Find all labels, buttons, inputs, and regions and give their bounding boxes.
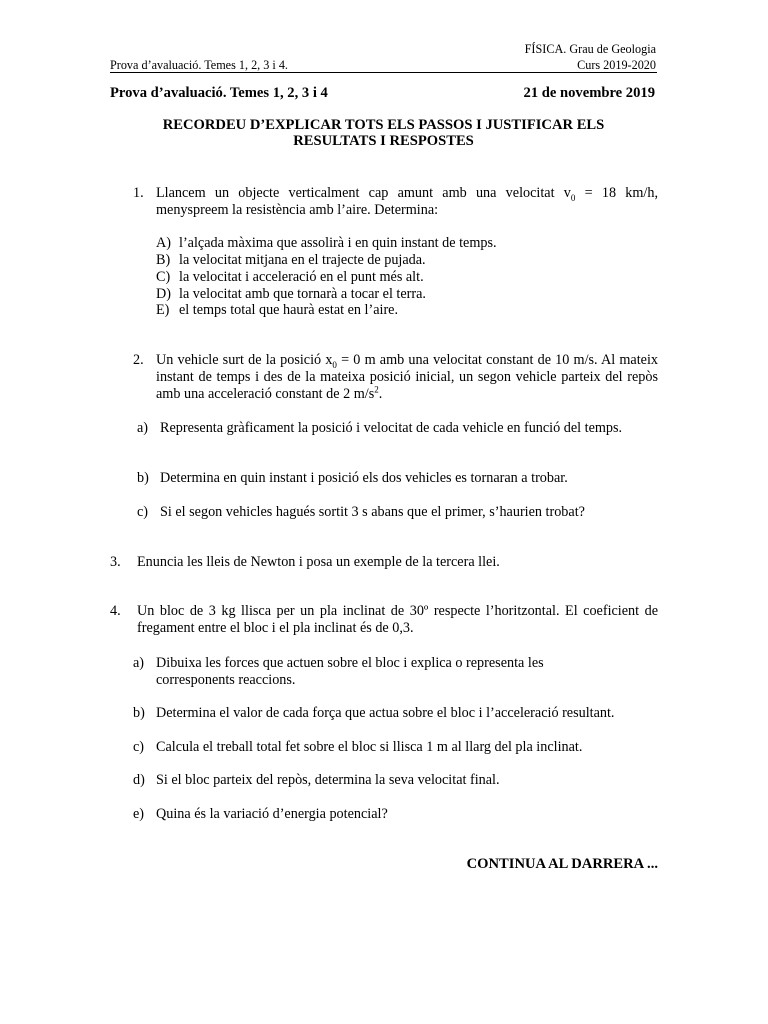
- q2-number: 2.: [133, 352, 144, 368]
- q4-item-label: a): [133, 655, 145, 671]
- q4-number: 4.: [110, 603, 121, 619]
- q1-item-text: el temps total que haurà estat en l’aire.: [179, 302, 399, 318]
- q1-item-text: la velocitat amb que tornarà a tocar el terra.: [179, 286, 426, 302]
- q4-item-label: e): [133, 806, 145, 822]
- q4-statement: Un bloc de 3 kg llisca per un pla inclinat de 30º respecte l’horitzontal. El coeficient de fregament entre el bloc i el pla inclinat és de 0,3.: [137, 603, 658, 636]
- q1-statement: Llancem un objecte verticalment cap amunt amb una velocitat $v_0 = 18$ km/h, menyspreem la resistència amb l’aire. Determina:: [156, 185, 659, 218]
- q4-item-text: Calcula el treball total fet sobre el bloc si llisca 1 m al llarg del pla inclinat.: [156, 739, 583, 755]
- q2-statement: Un vehicle surt de la posició $x_0 = 0$ m amb una velocitat constant de 10 m/s. Al mateix instant de temps i des de la mateixa posició inicial, un segon vehicle parteix del repòs amb una acceleració constant de 2 $m/s^2$.: [156, 352, 658, 402]
- instruction-line-1: RECORDEU D’EXPLICAR TOTS ELS PASSOS I JUSTIFICAR ELS: [162, 117, 605, 133]
- course-name: FÍSICA. Grau de Geologia: [524, 42, 656, 56]
- instruction-line-2: RESULTATS I RESPOSTES: [293, 133, 474, 149]
- q2-item-label: b): [137, 470, 149, 486]
- q1-item-label: B): [156, 252, 171, 268]
- exam-title: Prova d’avaluació. Temes 1, 2, 3 i 4: [110, 85, 328, 101]
- exam-date: 21 de novembre 2019: [523, 85, 655, 101]
- q2-item-text: Determina en quin instant i posició els dos vehicles es tornaran a trobar.: [160, 470, 568, 486]
- q4-item-label: c): [133, 739, 145, 755]
- q4-item-text: Determina el valor de cada força que actua sobre el bloc i l’acceleració resultant.: [156, 705, 615, 721]
- q1-item-label: C): [156, 269, 171, 285]
- q2-item-label: c): [137, 504, 149, 520]
- header-rule: [110, 72, 657, 73]
- q1-item-label: A): [156, 235, 171, 251]
- q1-number: 1.: [133, 185, 144, 201]
- academic-year: Curs 2019-2020: [577, 58, 656, 72]
- q1-item-label: D): [156, 286, 171, 302]
- q3-statement: Enuncia les lleis de Newton i posa un exemple de la tercera llei.: [137, 554, 500, 570]
- q4-item-label: d): [133, 772, 145, 788]
- q1-item-text: la velocitat mitjana en el trajecte de pujada.: [179, 252, 426, 268]
- q2-item-text: Si el segon vehicles hagués sortit 3 s abans que el primer, s’haurien trobat?: [160, 504, 585, 520]
- q1-item-text: l’alçada màxima que assolirà i en quin instant de temps.: [179, 235, 497, 251]
- q1-item-label: E): [156, 302, 170, 318]
- q1-item-text: la velocitat i acceleració en el punt més alt.: [179, 269, 424, 285]
- q4-item-label: b): [133, 705, 145, 721]
- q4-item-text: Quina és la variació d’energia potencial?: [156, 806, 388, 822]
- continue-note: CONTINUA AL DARRERA ...: [466, 856, 658, 872]
- q2-item-text: Representa gràficament la posició i velocitat de cada vehicle en funció del temps.: [160, 420, 623, 436]
- q3-number: 3.: [110, 554, 121, 570]
- q4-item-text: Dibuixa les forces que actuen sobre el bloc i explica o representa les corresponents reaccions.: [156, 655, 544, 688]
- exam-name: Prova d’avaluació. Temes 1, 2, 3 i 4.: [110, 58, 288, 72]
- q4-item-text: Si el bloc parteix del repòs, determina la seva velocitat final.: [156, 772, 500, 788]
- q2-item-label: a): [137, 420, 149, 436]
